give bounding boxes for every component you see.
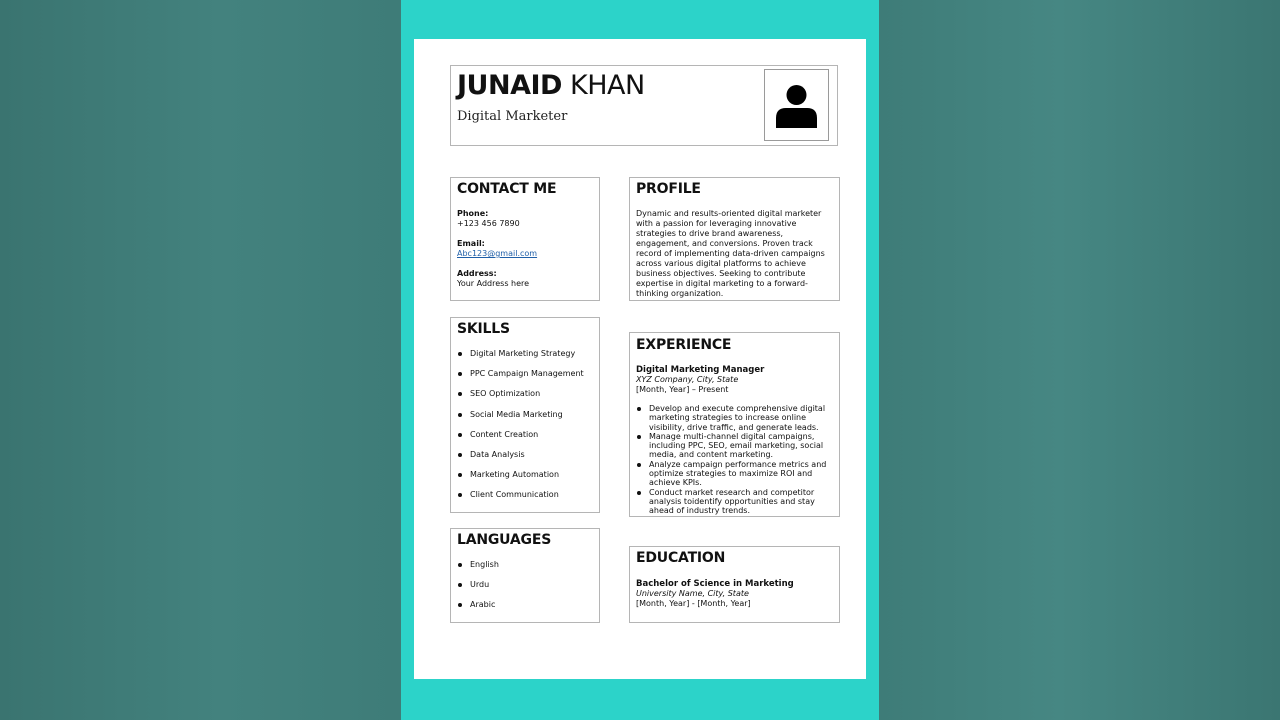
list-item: Conduct market research and competitor analysis toidentify opportunities and stay ahead of industry trends. [636,488,837,516]
list-item: Manage multi-channel digital campaigns, including PPC, SEO, email marketing, social media, and content marketing. [636,432,837,460]
list-item: Data Analysis [457,450,584,470]
list-item: English [457,560,499,580]
company: XYZ Company, City, State [636,375,739,384]
phone-value: +123 456 7890 [457,219,520,228]
address-label: Address: [457,269,497,278]
list-item: Develop and execute comprehensive digital marketing strategies to increase online visibility, drive traffic, and generate leads. [636,404,837,432]
candidate-name [457,70,645,101]
list-item: Analyze campaign performance metrics and optimize strategies to maximize ROI and achieve KPIs. [636,460,837,488]
photo-placeholder[interactable] [764,69,829,141]
skills-list [457,349,584,511]
education-dates: [Month, Year] - [Month, Year] [636,599,751,608]
contact-heading: CONTACT ME [457,181,557,197]
list-item: Arabic [457,600,499,620]
last-name: KHAN [570,70,645,101]
first-name: JUNAID [457,70,562,101]
list-item: PPC Campaign Management [457,369,584,389]
skills-heading: SKILLS [457,321,510,337]
school: University Name, City, State [636,589,749,598]
email-label: Email: [457,239,485,248]
phone-label: Phone: [457,209,489,218]
experience-heading: EXPERIENCE [636,337,732,353]
education-heading: EDUCATION [636,550,726,566]
email-link[interactable]: Abc123@gmail.com [457,249,538,258]
degree: Bachelor of Science in Marketing [636,579,794,589]
list-item: Social Media Marketing [457,410,584,430]
experience-bullets [636,404,837,516]
languages-list [457,560,499,621]
profile-text: Dynamic and results-oriented digital marketer with a passion for leveraging innovative strategies to drive brand awareness, engagement, and conversions. Proven track record of implementing data-driven campaigns across various digital platforms to achieve business objectives. Seeking to contribute expertise in digital marketing to a forward-thinking organization. [636,209,825,298]
list-item: Client Communication [457,490,584,510]
candidate-title: Digital Marketer [457,109,568,124]
list-item: SEO Optimization [457,389,584,409]
job-title: Digital Marketing Manager [636,365,765,375]
list-item: Urdu [457,580,499,600]
background-left [0,0,401,720]
profile-heading: PROFILE [636,181,701,197]
list-item: Content Creation [457,430,584,450]
background-right [879,0,1280,720]
address-value: Your Address here [457,279,530,288]
person-icon [765,70,828,140]
job-dates: [Month, Year] – Present [636,385,729,394]
list-item: Marketing Automation [457,470,584,490]
languages-heading: LANGUAGES [457,532,552,548]
list-item: Digital Marketing Strategy [457,349,584,369]
